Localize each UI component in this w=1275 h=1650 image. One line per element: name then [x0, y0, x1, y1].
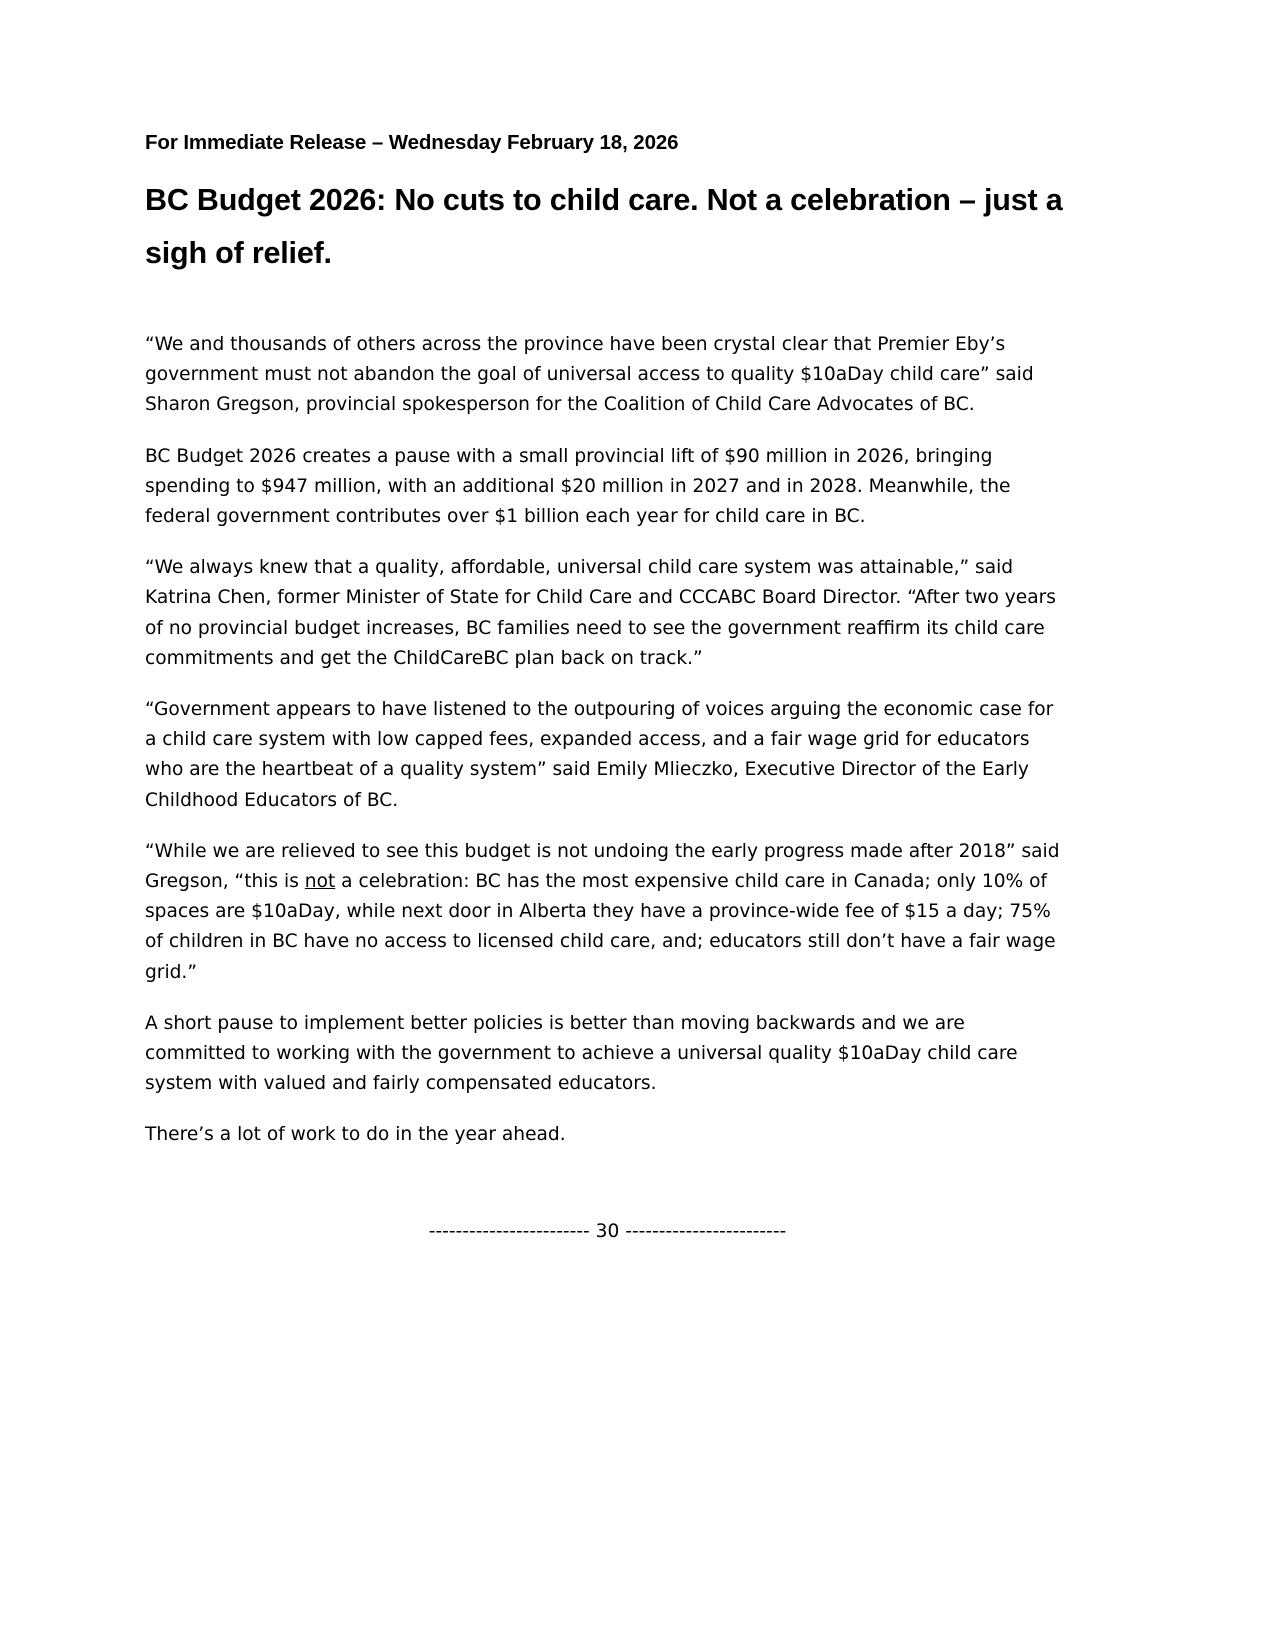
- paragraph-short-pause: A short pause to implement better policies is better than moving backwards and we are committed to working with the government to achieve a universal quality $10aDay child care system with valued and fairly compensated educators.: [145, 1012, 1018, 1095]
- paragraph-budget-figures: BC Budget 2026 creates a pause with a small provincial lift of $90 million in 2026, bringing spending to $947 million, with an additional $20 million in 2027 and in 2028. Meanwhile, the federal government contributes over $1 billion each year for child care in BC.: [145, 445, 1011, 528]
- gregson-quote-part-one: “While we are relieved to see this budget is not undoing the early progress made after 2018” said Gregson, “this is: [145, 840, 1060, 893]
- release-date-line: For Immediate Release – Wednesday February 18, 2026: [145, 131, 679, 154]
- paragraph-emily-mlieczko: “Government appears to have listened to the outpouring of voices arguing the economic case for a child care system with low capped fees, expanded access, and a fair wage grid for educators who are the heartbeat of a quality system” said Emily Mlieczko, Executive Director of the Early Childhood Educators of BC.: [145, 699, 1054, 811]
- paragraph-gregson-opening: “We and thousands of others across the province have been crystal clear that Premier Eby’s government must not abandon the goal of universal access to quality $10aDay child care” said Sharon Gregson, provincial spokesperson for the Coalition of Child Care Advocates of BC.: [145, 334, 1034, 416]
- paragraph-closing-line: There’s a lot of work to do in the year ahead.: [145, 1124, 566, 1146]
- gregson-quote-part-two: a celebration: BC has the most expensive child care in Canada; only 10% of spaces are $10aDay, while next door in Alberta they have a province-wide fee of $15 a day; 75% of children in BC have no access to licensed child care, and; educators still don’t have a fair wage grid.”: [145, 871, 1056, 983]
- paragraph-katrina-chen: “We always knew that a quality, affordable, universal child care system was attainable,” said Katrina Chen, former Minister of State for Child Care and CCCABC Board Director. “After two years of no provincial budget increases, BC families need to see the government reaffirm its child care commitments and get the ChildCareBC plan back on track.”: [145, 557, 1056, 669]
- paragraph-gregson-not-a-celebration: [145, 837, 1070, 988]
- gregson-quote-emphasis-not: not: [304, 871, 336, 893]
- page-title: BC Budget 2026: No cuts to child care. Not a celebration – just a sigh of relief.: [145, 183, 1063, 270]
- body-copy: [145, 330, 1070, 1151]
- end-of-release-marker: ------------------------ 30 ------------------------: [428, 1220, 787, 1242]
- document-content: [145, 128, 1070, 1247]
